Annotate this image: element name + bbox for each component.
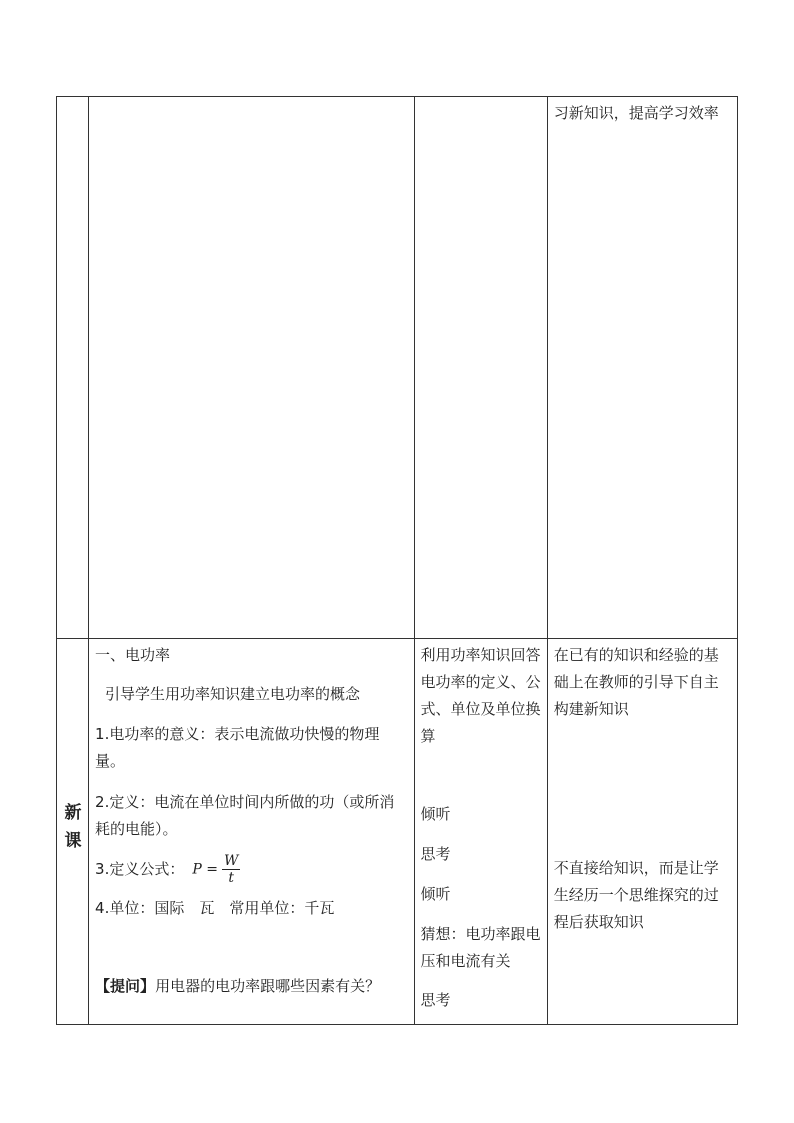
item-unit: 4.单位：国际 瓦 常用单位：千瓦	[95, 898, 335, 917]
question-text: 用电器的电功率跟哪些因素有关？	[155, 976, 381, 995]
student-activity-6: 思考	[420, 990, 451, 1009]
row1-student-cell	[414, 97, 547, 639]
formula-lhs: P	[192, 861, 202, 878]
row2-content-cell	[89, 638, 414, 1024]
item-formula	[95, 853, 240, 886]
section-label	[57, 799, 88, 855]
student-activity-3: 思考	[420, 844, 451, 863]
guide-text: 引导学生用功率知识建立电功率的概念	[105, 684, 361, 703]
section-label-text: 新课	[64, 802, 82, 851]
student-activity-5: 猜想：电功率跟电压和电流有关	[420, 924, 541, 970]
formula-fraction	[222, 853, 240, 886]
row1-intent-cell	[547, 97, 737, 639]
student-activity-1: 利用功率知识回答电功率的定义、公式、单位及单位换算	[420, 645, 541, 745]
intent-text: 习新知识，提高学习效率	[553, 104, 719, 122]
intent-text-2: 不直接给知识，而是让学生经历一个思维探究的过程后获取知识	[553, 858, 719, 931]
table-row	[57, 97, 738, 639]
student-activity-2: 倾听	[420, 804, 451, 823]
item-definition: 2.定义：电流在单位时间内所做的功（或所消耗的电能）。	[95, 792, 395, 838]
row1-label-cell	[57, 97, 89, 639]
table-row	[57, 638, 738, 1024]
section-heading: 一、电功率	[95, 645, 171, 664]
formula-eq: =	[206, 861, 218, 878]
row2-label-cell	[57, 638, 89, 1024]
power-formula	[192, 853, 240, 886]
row1-content-cell	[89, 97, 414, 639]
question-tag: 【提问】	[95, 976, 156, 995]
row2-student-cell	[414, 638, 547, 1024]
student-activity-4: 倾听	[420, 884, 451, 903]
formula-denominator: t	[228, 869, 234, 886]
question-line	[95, 973, 380, 999]
item-meaning: 1.电功率的意义：表示电流做功快慢的物理量。	[95, 724, 380, 770]
formula-numerator: W	[223, 852, 239, 869]
row2-intent-cell	[547, 638, 737, 1024]
lesson-plan-table	[56, 96, 738, 1025]
formula-label: 3.定义公式：	[95, 859, 185, 878]
intent-text-1: 在已有的知识和经验的基础上在教师的引导下自主构建新知识	[553, 645, 719, 718]
